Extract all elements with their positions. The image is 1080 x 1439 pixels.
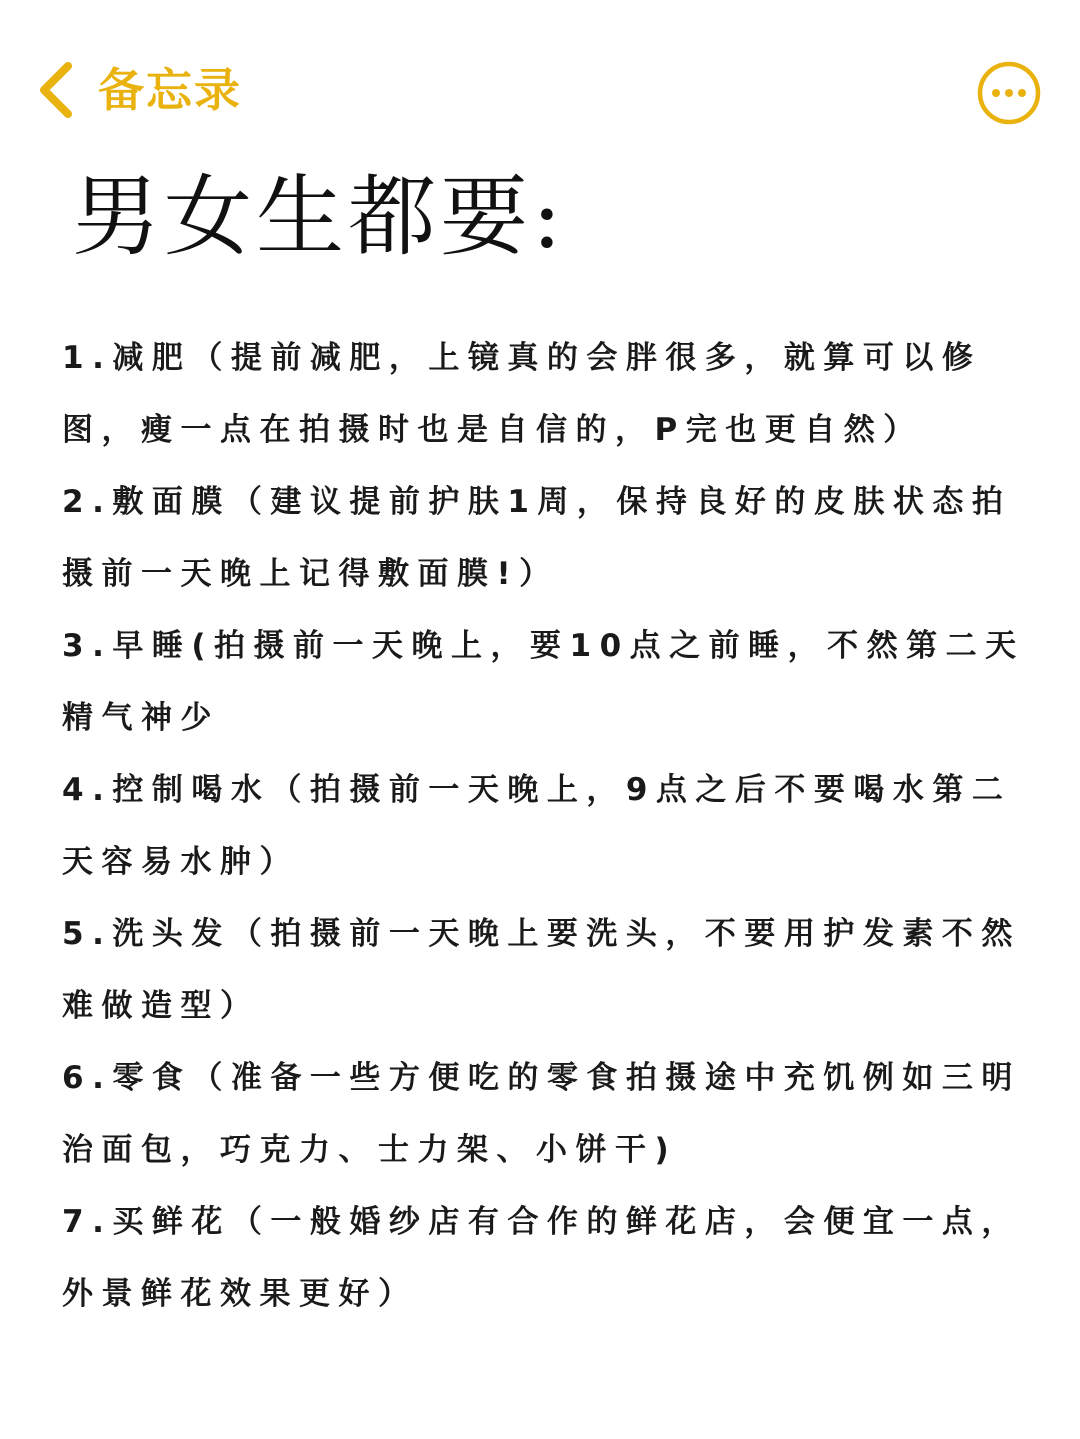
list-item: 4.控制喝水（拍摄前一天晚上，9点之后不要喝水第二天容易水肿） [62,772,1012,880]
ellipsis-circle-icon [976,60,1042,126]
navigation-bar [0,0,1080,170]
list-item: 6.零食（准备一些方便吃的零食拍摄途中充饥例如三明治面包，巧克力、士力架、小饼干) [62,1060,1021,1168]
back-button[interactable] [36,58,242,122]
list-item: 2.敷面膜（建议提前护肤1周，保持良好的皮肤状态拍摄前一天晚上记得敷面膜!） [62,484,1012,592]
back-label: 备忘录 [98,63,242,117]
note-body[interactable] [62,322,1032,1330]
list-item: 5.洗头发（拍摄前一天晚上要洗头，不要用护发素不然难做造型） [62,916,1021,1024]
list-item: 1.减肥（提前减肥，上镜真的会胖很多，就算可以修图，瘦一点在拍摄时也是自信的，P完也更自然） [62,340,982,448]
list-item: 3.早睡(拍摄前一天晚上，要10点之前睡，不然第二天精气神少 [62,628,1025,736]
list-item: 7.买鲜花（一般婚纱店有合作的鲜花店，会便宜一点，外景鲜花效果更好） [62,1204,1021,1312]
chevron-left-icon [36,60,76,120]
more-options-button[interactable] [976,60,1042,126]
note-title: 男女生都要: [72,165,566,268]
